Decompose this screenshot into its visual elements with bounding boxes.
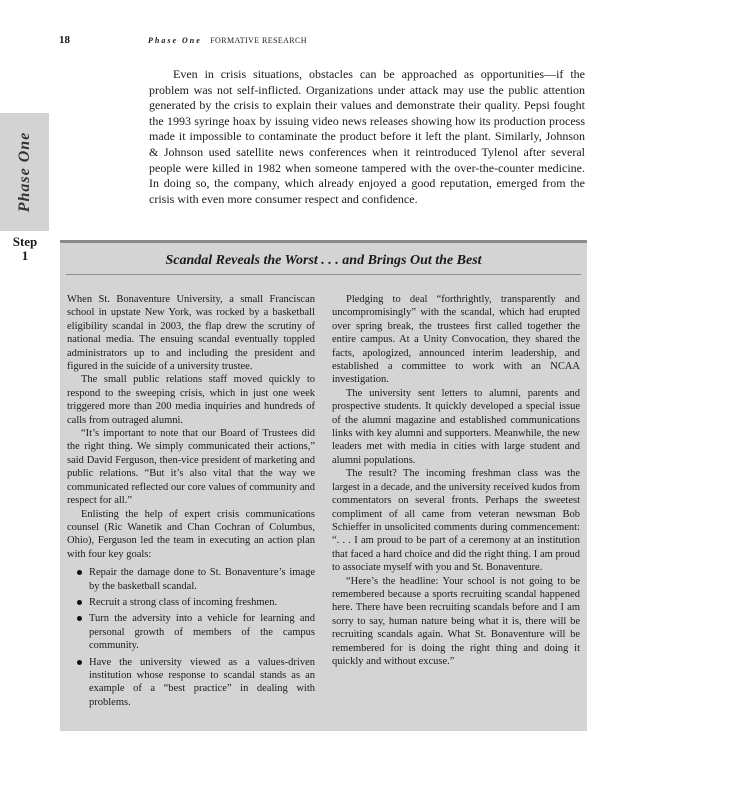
- title-divider: [66, 274, 581, 275]
- page-number: 18: [59, 34, 70, 46]
- goal-item: Repair the damage done to St. Bonaventure’s image by the basketball scandal.: [67, 566, 315, 593]
- left-paragraph: “It’s important to note that our Board of Trustees did the right thing. We simply communicated their actions,” said David Ferguson, then-vice president of marketing and public relations. “But it’s also vital that the way we communicated reflected our core values of community and respect for all.”: [67, 428, 315, 507]
- right-paragraph: “Here’s the headline: Your school is not going to be remembered because a sports recruiting scandal happened here. There have been recruiting scandals before and I am sorry to say, human nature being what it is, there will be recruiting scandals again. What St. Bonaventure will be remembered for is doing the right thing and doing it quickly and without excuse.”: [332, 575, 580, 667]
- right-paragraph: The result? The incoming freshman class was the largest in a decade, and the university received kudos from commentators on several fronts. Perhaps the sweetest compliment of all came from veteran newsman Bob Schieffer in unsolicited comments during commencement: “. . . I am proud to be part of a ceremony at an institution that faced a hard choice and did the right thing. I am proud to associate myself with you and St. Bonaventure.: [332, 468, 580, 574]
- left-column: [67, 293, 315, 712]
- left-paragraph: When St. Bonaventure University, a small Franciscan school in upstate New York, was rocked by a basketball eligibility scandal in 2003, the flap drew the scrutiny of national media. The ensuing scandal eventually toppled administrators up to and including the president and figured in the suicide of a university trustee.: [67, 294, 315, 373]
- running-head-section: FORMATIVE RESEARCH: [210, 36, 307, 45]
- step-word: Step: [12, 234, 38, 249]
- step-label: [8, 235, 42, 263]
- right-paragraph: Pledging to deal “forthrightly, transparently and uncompromisingly” with the scandal, which had erupted over spring break, the trustees first called together the entire campus. At a Unity Convocation, they shared the facts, apologized, announced interim leadership, and established a committee to work with an NCAA investigation.: [332, 294, 580, 386]
- goals-list: [67, 566, 315, 709]
- goal-item: Recruit a strong class of incoming freshmen.: [67, 596, 315, 609]
- left-paragraph: Enlisting the help of expert crisis communications counsel (Ric Wanetik and Chan Cochran of Columbus, Ohio), Ferguson led the team in executing an action plan with four key goals:: [67, 508, 315, 560]
- running-head-phase: Phase One: [148, 36, 202, 45]
- phase-side-tab: [0, 113, 49, 231]
- goal-item: Turn the adversity into a vehicle for learning and personal growth of members of the campus community.: [67, 612, 315, 652]
- case-study-box: [60, 240, 587, 731]
- right-column: [332, 293, 580, 668]
- running-head: [148, 36, 307, 45]
- intro-paragraph: Even in crisis situations, obstacles can be approached as opportunities—if the problem was not self-inflicted. Organizations under attack may use the public attention generated by the crisis to explain their values and demonstrate their quality. Pepsi fought the 1993 syringe hoax by issuing video news releases showing how its production process made it impossible to contaminate the product before it left the plant. Similarly, Johnson & Johnson used satellite news conferences when it reintroduced Tylenol after several people were killed in 1982 when someone tampered with the over-the-counter medicine. In doing so, the company, which already enjoyed a good reputation, emerged from the crisis with even more consumer respect and confidence.: [149, 67, 585, 206]
- phase-side-tab-label: Phase One: [15, 131, 33, 213]
- right-paragraph: The university sent letters to alumni, parents and prospective students. It quickly developed a special issue of the alumni magazine and established communications links with key alumni and supporters. Meanwhile, the new leaders met with media in cities with large student and alumni populations.: [332, 387, 580, 466]
- step-number: 1: [21, 248, 29, 263]
- left-paragraph: The small public relations staff moved quickly to respond to the sweeping crisis, which in just one week triggered more than 200 media inquiries and hundreds of calls from outraged alumni.: [67, 374, 315, 426]
- goal-item: Have the university viewed as a values-driven institution whose response to scandal stands as an example of a “best practice” in dealing with problems.: [67, 656, 315, 710]
- case-study-title: Scandal Reveals the Worst . . . and Brings Out the Best: [165, 253, 482, 268]
